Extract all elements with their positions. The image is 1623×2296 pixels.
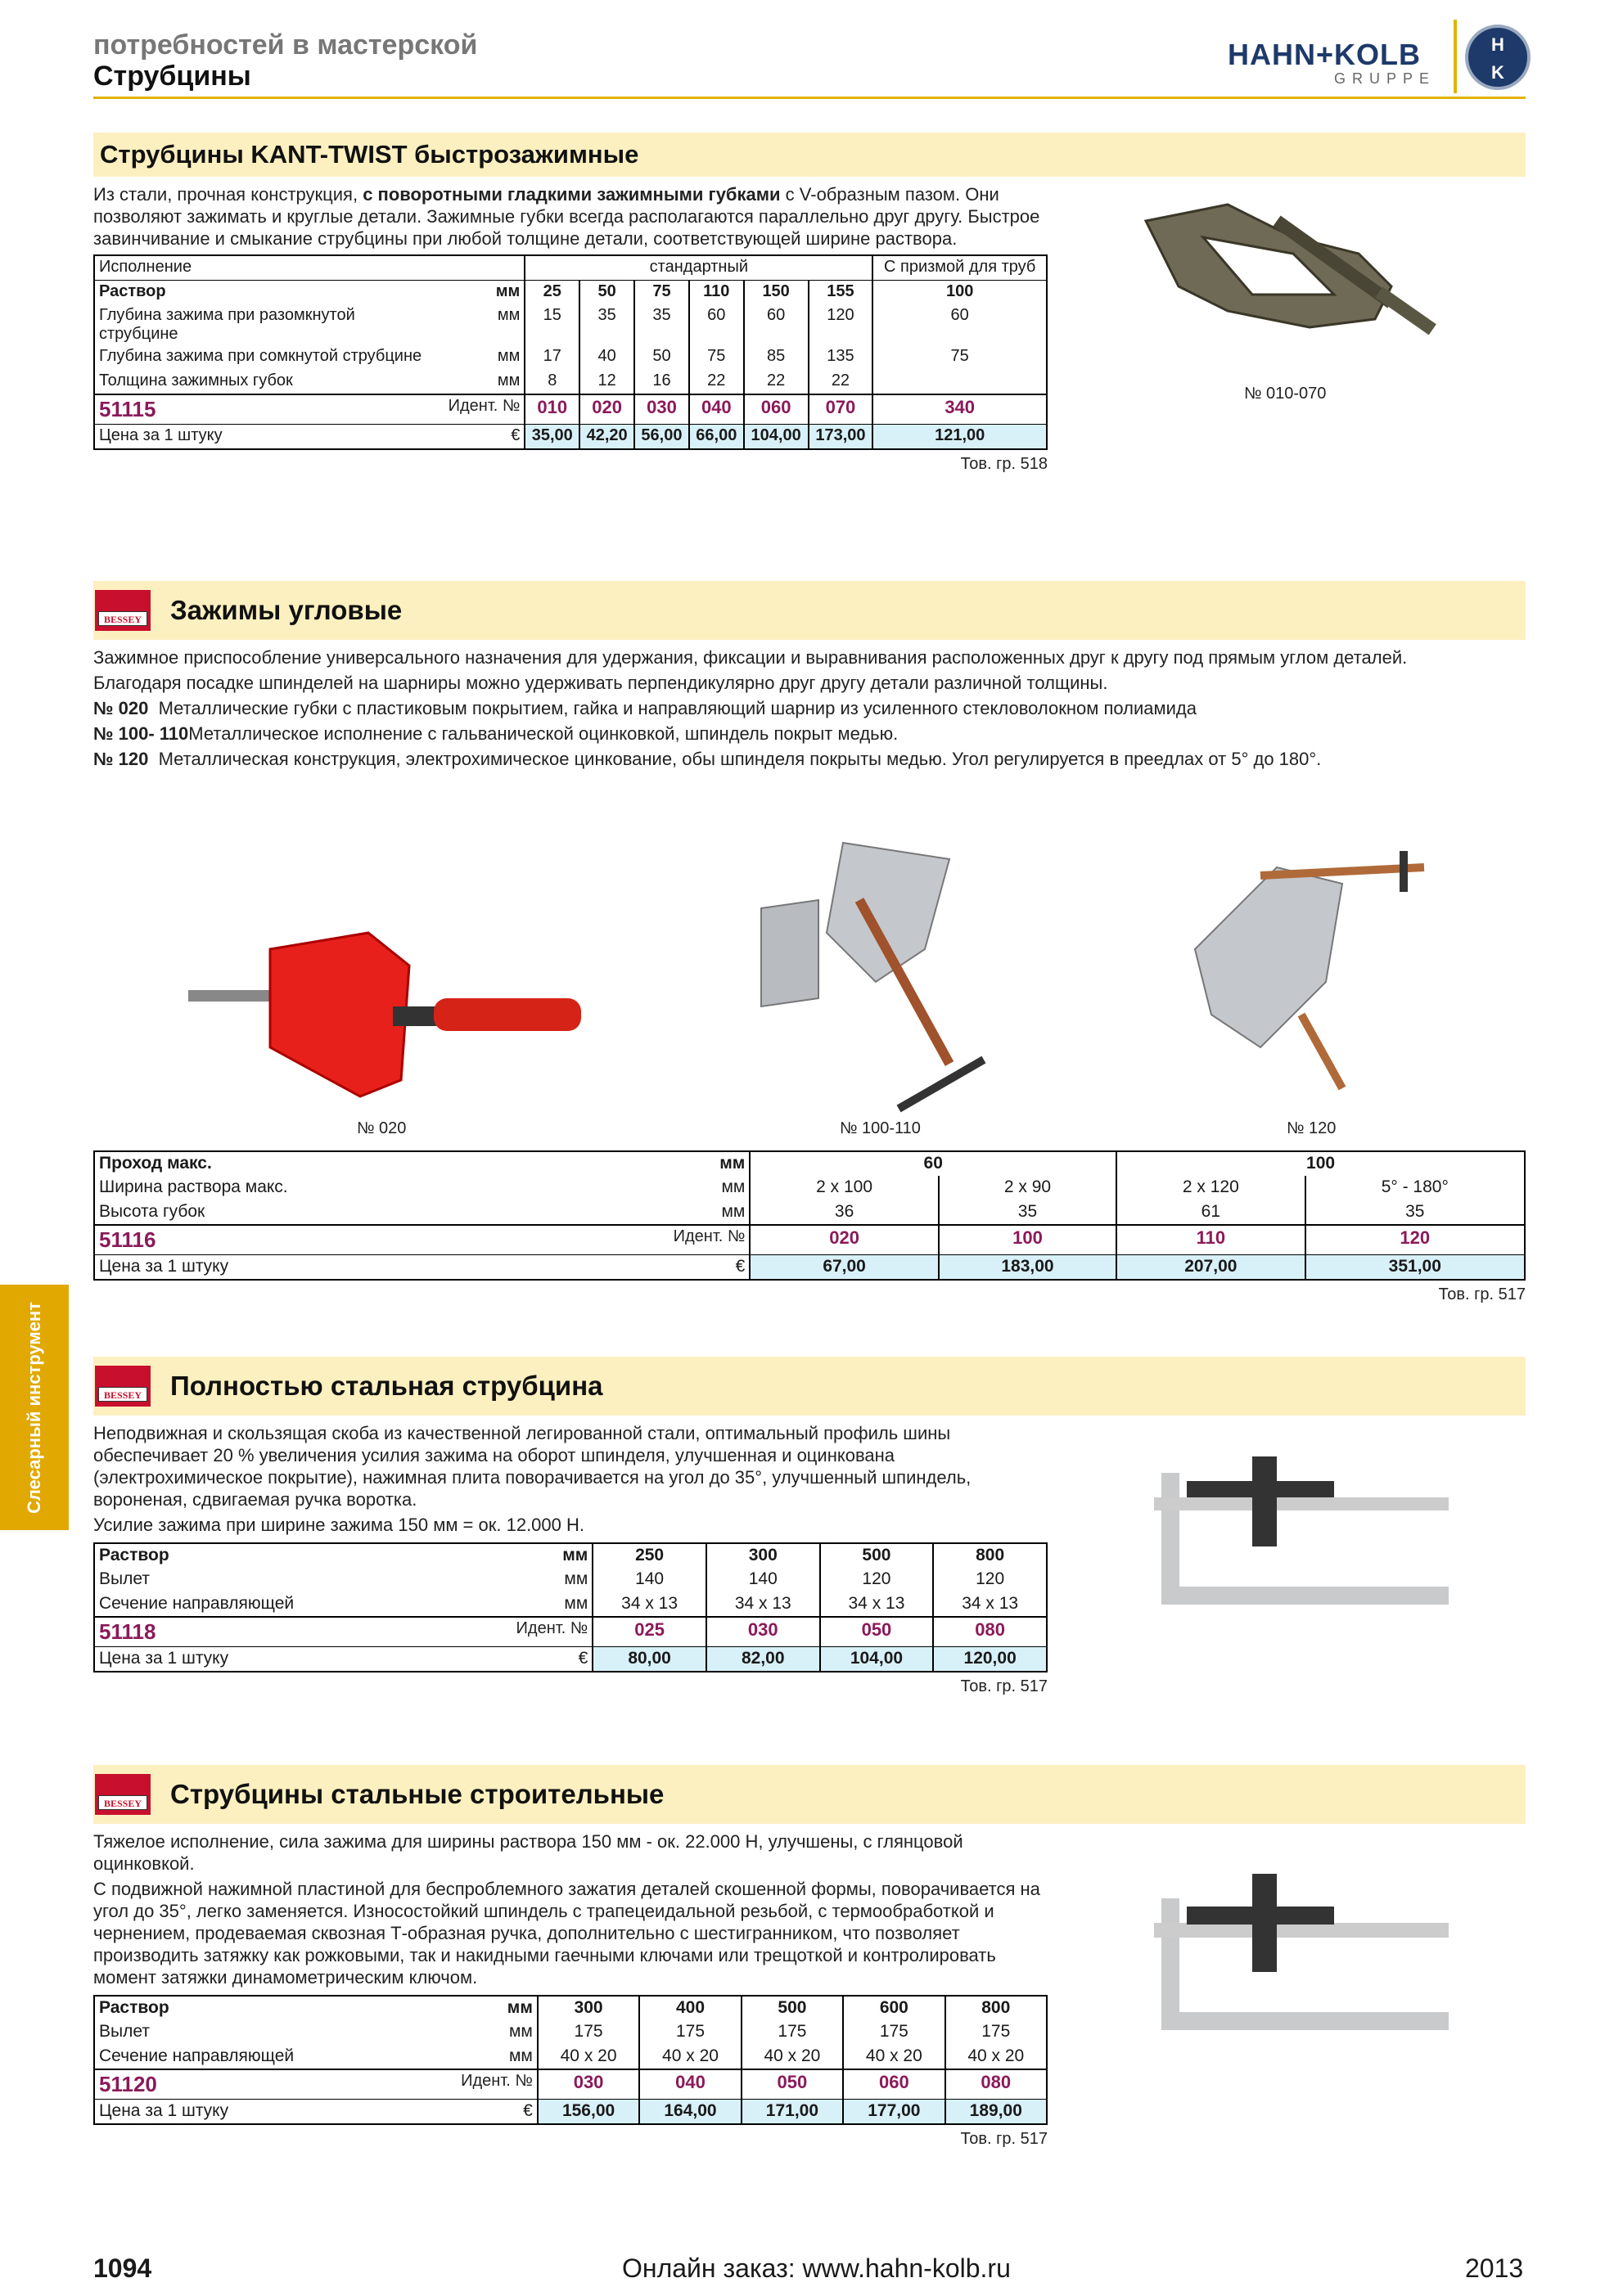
- section-angle-clamps: [93, 581, 1526, 770]
- section-description: Из стали, прочная конструкция, с поворотными гладкими зажимными губками с V-образным пазом. Они позволяют зажимать и круглые детали. Зажимные губки всегда располагаются параллельно друг другу. Быстрое завинчивание и смыкание струбцины при любой толщине детали, соответствующей ширине раствора.: [93, 184, 1040, 249]
- section-title: Полностью стальная струбцина: [170, 1371, 603, 1401]
- unit-cell: €: [438, 425, 525, 449]
- order-link[interactable]: Онлайн заказ: www.hahn-kolb.ru: [622, 2253, 1011, 2283]
- value-cell: 155: [809, 280, 873, 304]
- value-cell: 120: [809, 304, 873, 345]
- unit-cell: мм: [507, 1998, 533, 2017]
- construction-clamp-image: [1138, 1866, 1457, 2046]
- value-cell: 800: [945, 1996, 1047, 2020]
- value-cell: 070: [809, 394, 873, 425]
- table-row: [94, 1543, 1047, 1568]
- section-header: [93, 133, 1526, 177]
- value-cell: 22: [744, 370, 809, 394]
- unit-cell: Идент. №: [454, 1617, 593, 1647]
- section-header: [93, 1765, 1526, 1824]
- value-cell: 5° - 180°: [1305, 1176, 1525, 1200]
- value-cell: 060: [744, 394, 809, 425]
- bessey-logo: BESSEY: [95, 1366, 151, 1407]
- angle-clamp-120-image: [1179, 835, 1457, 1105]
- angle-clamp-100-110-image: [753, 835, 1023, 1121]
- logo-monogram-icon: H K: [1465, 25, 1531, 90]
- unit-cell: мм: [497, 347, 521, 365]
- row-label: 51116: [94, 1225, 520, 1255]
- row-label: Глубина зажима при сомкнутой струбцине: [99, 347, 422, 365]
- value-cell: 60: [744, 304, 809, 345]
- value-cell: 120: [1305, 1225, 1525, 1255]
- row-label: Цена за 1 штуку: [94, 2100, 413, 2124]
- value-cell: 75: [689, 345, 744, 370]
- value-cell: 040: [689, 394, 744, 425]
- value-cell: 35: [634, 304, 689, 345]
- value-cell: 100: [939, 1225, 1116, 1255]
- value-cell: 025: [593, 1617, 706, 1647]
- page-number: 1094: [93, 2253, 152, 2283]
- value-cell: 500: [820, 1543, 934, 1568]
- value-cell: 030: [634, 394, 689, 425]
- unit-cell: мм: [497, 306, 521, 324]
- row-label: 51118: [94, 1617, 454, 1647]
- value-cell: 110: [689, 280, 744, 304]
- image-caption: № 100-110: [840, 1119, 921, 1137]
- table-row: [94, 1568, 1047, 1592]
- header-subtitle: потребностей в мастерской: [93, 29, 478, 61]
- spec-table: [93, 1995, 1048, 2125]
- value-cell: 400: [639, 1996, 741, 2020]
- unit-cell: €: [413, 2100, 538, 2124]
- row-label: Ширина раствора макс.: [99, 1177, 288, 1196]
- logo-text: HAHN+KOLB: [1228, 38, 1422, 71]
- price-row: [94, 2100, 1047, 2124]
- value-cell: 75: [872, 345, 1047, 370]
- value-cell: 35,00: [525, 425, 579, 449]
- row-label: Цена за 1 штуку: [94, 425, 438, 449]
- value-cell: 42,20: [579, 425, 634, 449]
- section-description: С подвижной нажимной пластиной для беспроблемного зажатия деталей скошенной формы, поворачивается на угол до 35°, легко заменяется. Износостойкий шпиндель с трапецеидальной резьбой, с термообработкой и чернением, продеваемая сквозная Т-образная ручка, дополнительно с шестигранником, что позволяет производить затяжку как рожковыми, так и накидными гаечными ключами или трещоткой и контролировать момент затяжки динамометрическим ключом.: [93, 1879, 1040, 1988]
- value-cell: 340: [872, 394, 1047, 425]
- variant-line: № 020 Металлические губки с пластиковым покрытием, гайка и направляющий шарнир из усиленного стекловолокном полиамида: [93, 698, 1197, 718]
- value-cell: 34 x 13: [933, 1592, 1047, 1617]
- value-cell: 175: [742, 2020, 843, 2045]
- value-cell: 2 x 90: [939, 1176, 1116, 1200]
- bessey-logo: BESSEY: [95, 1774, 151, 1815]
- value-cell: 34 x 13: [706, 1592, 820, 1617]
- table-row: [94, 1151, 1525, 1176]
- value-cell: 34 x 13: [593, 1592, 706, 1617]
- table-row: [94, 1996, 1047, 2020]
- value-cell: 50: [579, 280, 634, 304]
- value-cell: 120,00: [933, 1647, 1047, 1672]
- value-cell: 104,00: [820, 1647, 934, 1672]
- section-description: Усилие зажима при ширине зажима 150 мм = ок. 12.000 Н.: [93, 1515, 585, 1535]
- price-row: [94, 1647, 1047, 1672]
- table-row: [94, 370, 1047, 394]
- value-cell: 175: [538, 2020, 639, 2045]
- spec-table: [93, 1542, 1048, 1672]
- unit-cell: мм: [508, 2046, 533, 2065]
- value-cell: 140: [706, 1568, 820, 1592]
- value-cell: 22: [809, 370, 873, 394]
- col-group-header: С призмой для труб: [872, 255, 1047, 280]
- side-category-tab[interactable]: Слесарный инструмент: [0, 1285, 69, 1530]
- value-cell: 75: [634, 280, 689, 304]
- logo-divider: [1454, 20, 1457, 93]
- value-cell: 140: [593, 1568, 706, 1592]
- table-row: [94, 345, 1047, 370]
- value-cell: 67,00: [750, 1255, 939, 1280]
- row-label: 51120: [94, 2069, 413, 2100]
- col-header: Исполнение: [94, 255, 438, 280]
- price-row: [94, 425, 1047, 449]
- value-cell: 164,00: [639, 2100, 741, 2124]
- value-cell: 2 x 120: [1116, 1176, 1305, 1200]
- row-label: Сечение направляющей: [99, 2046, 295, 2065]
- row-label: Толщина зажимных губок: [99, 371, 293, 389]
- row-label: Цена за 1 штуку: [94, 1647, 454, 1672]
- unit-cell: €: [520, 1255, 750, 1280]
- value-cell: 60: [872, 304, 1047, 345]
- unit-cell: Идент. №: [438, 394, 525, 425]
- value-cell: 300: [538, 1996, 639, 2020]
- value-cell: 2 x 100: [750, 1176, 939, 1200]
- page-title: Струбцины: [93, 61, 251, 92]
- value-cell: 600: [843, 1996, 944, 2020]
- ident-row: [94, 1225, 1525, 1255]
- value-cell: 100: [1116, 1151, 1525, 1176]
- value-cell: 800: [933, 1543, 1047, 1568]
- product-group: Тов. гр. 518: [960, 454, 1048, 473]
- row-label: Цена за 1 штуку: [94, 1255, 520, 1280]
- value-cell: 40: [579, 345, 634, 370]
- unit-cell: Идент. №: [413, 2069, 538, 2100]
- value-cell: 189,00: [945, 2100, 1047, 2124]
- table-row: [94, 1176, 1525, 1200]
- section-title: Зажимы угловые: [170, 595, 403, 625]
- row-label: Вылет: [99, 1569, 150, 1588]
- value-cell: 050: [820, 1617, 934, 1647]
- value-cell: 080: [945, 2069, 1047, 2100]
- value-cell: 12: [579, 370, 634, 394]
- value-cell: 175: [639, 2020, 741, 2045]
- row-label: Глубина зажима при разомкнутой струбцине: [99, 306, 355, 343]
- value-cell: 17: [525, 345, 579, 370]
- section-header: [93, 1357, 1526, 1416]
- hahn-kolb-logo[interactable]: [1228, 20, 1532, 93]
- image-caption: № 120: [1287, 1119, 1337, 1137]
- table-row: [94, 304, 1047, 345]
- table-row: [94, 280, 1047, 304]
- product-group: Тов. гр. 517: [960, 1677, 1048, 1695]
- value-cell: 050: [742, 2069, 843, 2100]
- unit-cell: мм: [721, 1202, 746, 1221]
- value-cell: 156,00: [538, 2100, 639, 2124]
- unit-cell: мм: [497, 371, 521, 389]
- unit-cell: мм: [562, 1546, 588, 1564]
- value-cell: 120: [933, 1568, 1047, 1592]
- bessey-logo: BESSEY: [95, 590, 151, 631]
- row-label: 51115: [94, 394, 438, 425]
- table-row: [94, 1200, 1525, 1225]
- header-rule: [93, 97, 1526, 99]
- row-label: Раствор: [99, 1998, 169, 2017]
- value-cell: 020: [579, 394, 634, 425]
- ident-row: [94, 394, 1047, 425]
- value-cell: 183,00: [939, 1255, 1116, 1280]
- unit-cell: мм: [564, 1594, 588, 1613]
- image-caption: № 010-070: [1244, 385, 1327, 403]
- logo-subtext: GRUPPE: [1334, 70, 1436, 87]
- value-cell: 010: [525, 394, 579, 425]
- value-cell: 82,00: [706, 1647, 820, 1672]
- value-cell: [872, 370, 1047, 394]
- row-label: Вылет: [99, 2022, 150, 2041]
- value-cell: 500: [742, 1996, 843, 2020]
- value-cell: 34 x 13: [820, 1592, 934, 1617]
- value-cell: 171,00: [742, 2100, 843, 2124]
- row-label: Высота губок: [99, 1202, 205, 1221]
- row-label: Раствор: [99, 1546, 169, 1564]
- section-title: Струбцины KANT-TWIST быстрозажимные: [100, 140, 639, 169]
- unit-cell: Идент. №: [520, 1225, 750, 1255]
- variant-line: № 120 Металлическая конструкция, электрохимическое цинкование, обы шпинделя покрыты медью. Угол регулируется в преедлах от 5° до 180°.: [93, 749, 1322, 769]
- value-cell: 80,00: [593, 1647, 706, 1672]
- table-row: [94, 2020, 1047, 2045]
- unit-cell: €: [454, 1647, 593, 1672]
- value-cell: 110: [1116, 1225, 1305, 1255]
- value-cell: 50: [634, 345, 689, 370]
- row-label: Раствор: [99, 281, 166, 300]
- value-cell: 56,00: [634, 425, 689, 449]
- ident-row: [94, 1617, 1047, 1647]
- value-cell: 61: [1116, 1200, 1305, 1225]
- section-header: [93, 581, 1526, 640]
- value-cell: 175: [945, 2020, 1047, 2045]
- value-cell: 080: [933, 1617, 1047, 1647]
- value-cell: 40 x 20: [742, 2045, 843, 2069]
- spec-table: [93, 254, 1048, 450]
- value-cell: 35: [939, 1200, 1116, 1225]
- value-cell: 175: [843, 2020, 944, 2045]
- value-cell: 030: [538, 2069, 639, 2100]
- ident-row: [94, 2069, 1047, 2100]
- spec-table: [93, 1150, 1526, 1281]
- value-cell: 16: [634, 370, 689, 394]
- unit-cell: мм: [719, 1154, 746, 1173]
- value-cell: 207,00: [1116, 1255, 1305, 1280]
- value-cell: 8: [525, 370, 579, 394]
- image-caption: № 020: [357, 1119, 407, 1137]
- value-cell: 020: [750, 1225, 939, 1255]
- section-description: Неподвижная и скользящая скоба из качественной легированной стали, оптимальный профиль шины обеспечивает 20 % увеличения усилия зажима на оборот шпинделя, улучшенная и оцинкована (электрохимическое покрытие), нажимная плита поворачивается на угол до 35°, улучшенный шпиндель, вороненая, сдвигаемая ручка воротка.: [93, 1423, 972, 1510]
- section-description: Зажимное приспособление универсального назначения для удержания, фиксации и выравнивания расположенных друг к другу под прямым углом деталей.: [93, 647, 1408, 668]
- value-cell: 351,00: [1305, 1255, 1525, 1280]
- value-cell: 40 x 20: [538, 2045, 639, 2069]
- unit-cell: мм: [508, 2022, 533, 2041]
- section-title: Струбцины стальные строительные: [170, 1779, 665, 1809]
- value-cell: 121,00: [872, 425, 1047, 449]
- value-cell: 15: [525, 304, 579, 345]
- value-cell: 36: [750, 1200, 939, 1225]
- table-row: [94, 1592, 1047, 1617]
- value-cell: 250: [593, 1543, 706, 1568]
- value-cell: 35: [579, 304, 634, 345]
- variant-line: № 100- 110Металлическое исполнение с гальванической оцинковкой, шпиндель покрыт медью.: [93, 723, 899, 744]
- value-cell: 040: [639, 2069, 741, 2100]
- value-cell: 100: [872, 280, 1047, 304]
- value-cell: 85: [744, 345, 809, 370]
- row-label: Проход макс.: [99, 1154, 212, 1173]
- product-group: Тов. гр. 517: [960, 2129, 1048, 2148]
- value-cell: 135: [809, 345, 873, 370]
- section-description: Благодаря посадке шпинделей на шарниры можно удерживать перпендикулярно друг другу детали различной толщины.: [93, 673, 1108, 693]
- section-description: Тяжелое исполнение, сила зажима для ширины раствора 150 мм - ок. 22.000 Н, улучшены, с глянцовой оцинковкой.: [93, 1831, 963, 1874]
- value-cell: 35: [1305, 1200, 1525, 1225]
- value-cell: 120: [820, 1568, 934, 1592]
- angle-clamp-020-image: [180, 916, 589, 1121]
- unit-cell: мм: [721, 1177, 746, 1196]
- value-cell: 60: [689, 304, 744, 345]
- value-cell: 150: [744, 280, 809, 304]
- value-cell: 177,00: [843, 2100, 944, 2124]
- value-cell: 060: [843, 2069, 944, 2100]
- row-label: Сечение направляющей: [99, 1594, 295, 1613]
- table-row: [94, 2045, 1047, 2069]
- unit-cell: мм: [495, 281, 521, 300]
- value-cell: 173,00: [809, 425, 873, 449]
- value-cell: 25: [525, 280, 579, 304]
- unit-cell: мм: [564, 1569, 588, 1588]
- steel-clamp-image: [1138, 1448, 1457, 1628]
- value-cell: 22: [689, 370, 744, 394]
- value-cell: 300: [706, 1543, 820, 1568]
- angle-clamps-table-wrap: [93, 1146, 1526, 1304]
- kant-twist-clamp-image: [1129, 188, 1457, 376]
- value-cell: 40 x 20: [639, 2045, 741, 2069]
- year: 2013: [1465, 2253, 1524, 2283]
- value-cell: 030: [706, 1617, 820, 1647]
- value-cell: 40 x 20: [945, 2045, 1047, 2069]
- price-row: [94, 1255, 1525, 1280]
- value-cell: 40 x 20: [843, 2045, 944, 2069]
- product-group: Тов. гр. 517: [1438, 1285, 1526, 1303]
- value-cell: 60: [750, 1151, 1116, 1176]
- value-cell: 104,00: [744, 425, 809, 449]
- value-cell: 66,00: [689, 425, 744, 449]
- col-group-header: стандартный: [525, 255, 872, 280]
